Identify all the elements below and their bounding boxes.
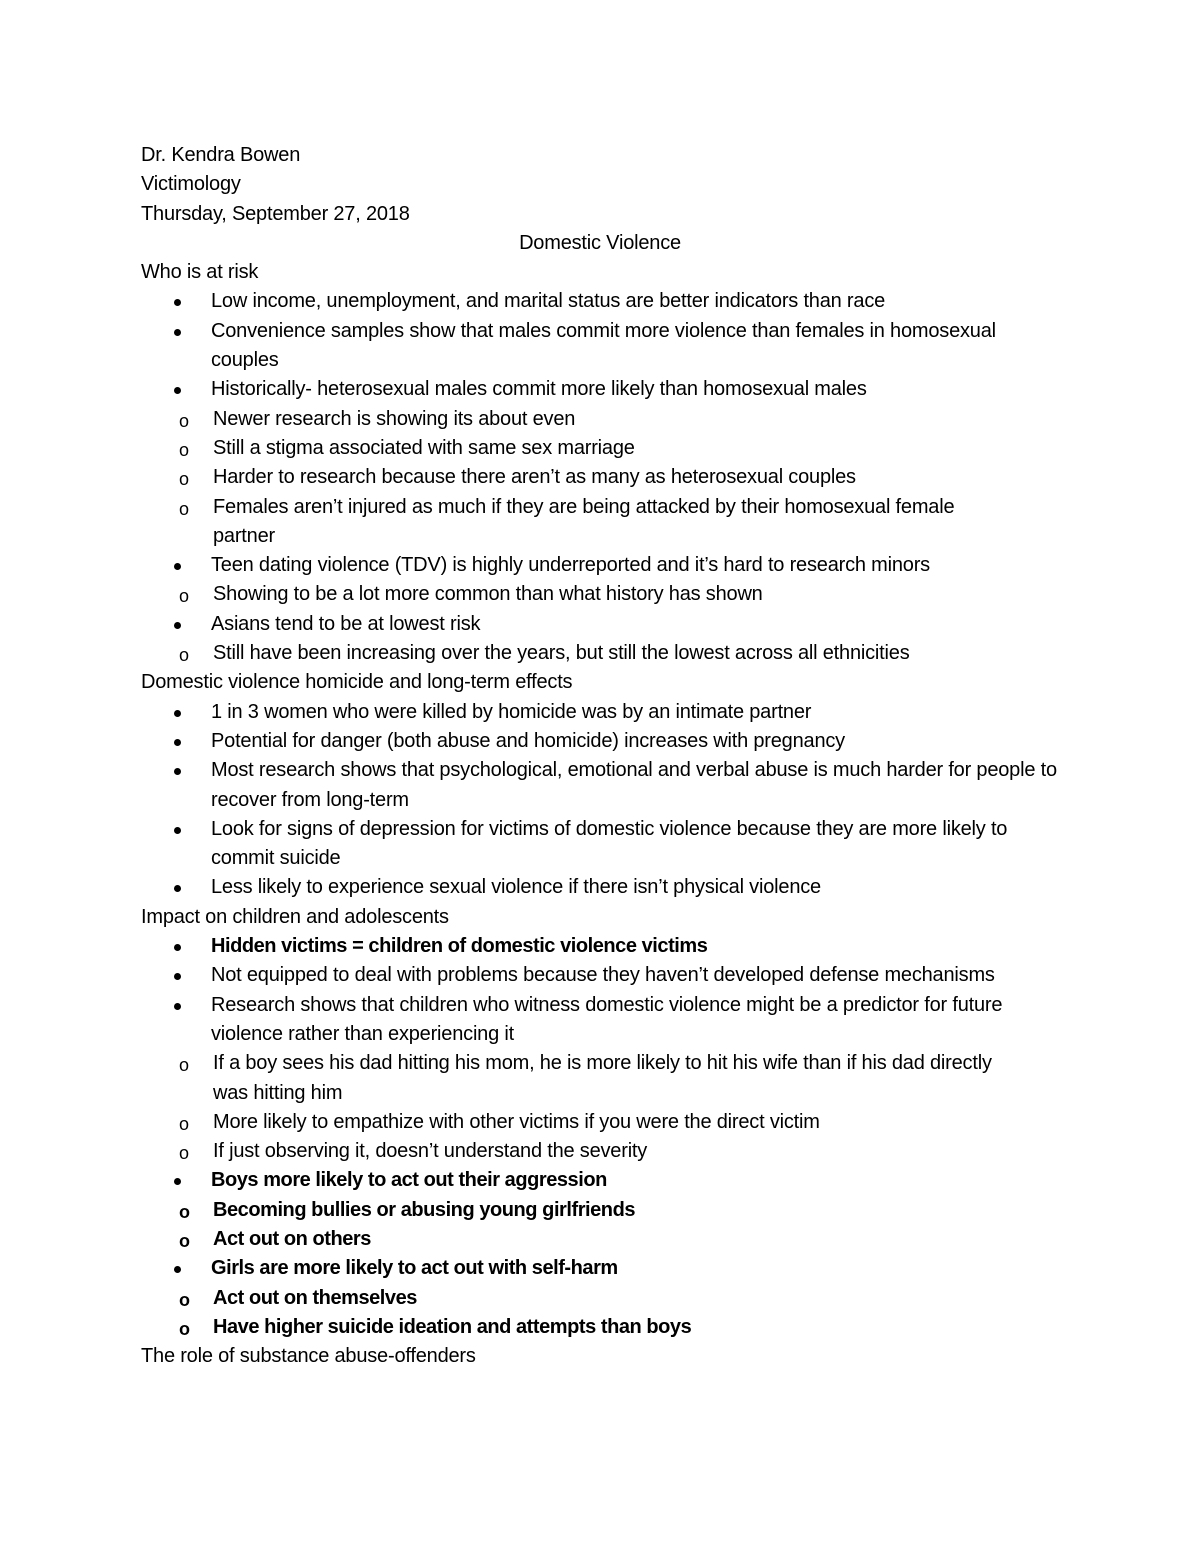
sub-list-item — [141, 493, 993, 552]
sub-list-item-text: Still a stigma associated with same sex marriage — [213, 436, 635, 459]
sub-bullet-list — [141, 1284, 991, 1343]
open-circle-icon: o — [179, 498, 189, 519]
open-circle-icon: o — [179, 1055, 189, 1076]
notes-sections — [141, 258, 1061, 1371]
list-item — [141, 815, 1061, 874]
list-item-text: Boys more likely to act out their aggression — [211, 1169, 607, 1192]
sub-list-item-text: Becoming bullies or abusing young girlfriends — [213, 1198, 636, 1221]
list-item-text: Research shows that children who witness domestic violence might be a predictor for future violence rather than experiencing it — [211, 993, 1003, 1045]
sub-list-item — [141, 580, 993, 609]
list-item-text: Look for signs of depression for victims of domestic violence because they are more likely to commit suicide — [211, 817, 1008, 870]
open-circle-icon: o — [179, 1113, 189, 1134]
open-circle-icon: o — [179, 1201, 190, 1222]
sub-list-item-text: Newer research is showing its about even — [213, 407, 576, 430]
bullet-dot-icon — [174, 563, 181, 570]
sub-list-item-text: Act out on themselves — [213, 1286, 417, 1309]
list-item-text: Girls are more likely to act out with self-harm — [211, 1257, 618, 1280]
sub-bullet-list — [141, 639, 991, 668]
list-item-text: Teen dating violence (TDV) is highly underreported and it’s hard to research minors — [211, 554, 930, 577]
list-item-text: Less likely to experience sexual violence if there isn’t physical violence — [211, 876, 821, 899]
lecture-date: Thursday, September 27, 2018 — [141, 202, 410, 225]
sub-list-item-text: Still have been increasing over the years, but still the lowest across all ethnicities — [213, 642, 910, 665]
sub-bullet-list — [141, 580, 991, 609]
list-item — [141, 961, 1061, 990]
bullet-list — [141, 698, 1061, 903]
sub-list-item — [141, 1284, 993, 1313]
sub-list-item — [141, 1196, 993, 1225]
bullet-dot-icon — [174, 1178, 181, 1185]
course-name: Victimology — [141, 173, 241, 196]
bullet-dot-icon — [174, 710, 181, 717]
sub-list-item-text: If just observing it, doesn’t understand the severity — [213, 1140, 648, 1163]
open-circle-icon: o — [179, 1143, 189, 1164]
sub-list-item-text: Act out on others — [213, 1227, 371, 1250]
open-circle-icon: o — [179, 645, 189, 666]
sub-list-item — [141, 1313, 993, 1342]
sub-list-item — [141, 1137, 993, 1166]
bullet-dot-icon — [174, 827, 181, 834]
sub-list-item — [141, 639, 993, 668]
document-title: Domestic Violence — [519, 231, 681, 254]
list-item — [141, 873, 1061, 902]
bullet-dot-icon — [174, 973, 181, 980]
sub-list-item-text: Have higher suicide ideation and attempts than boys — [213, 1315, 692, 1338]
list-item — [141, 610, 1061, 669]
list-item-text: Potential for danger (both abuse and homicide) increases with pregnancy — [211, 729, 845, 752]
open-circle-icon: o — [179, 410, 189, 431]
document-body — [141, 141, 1061, 1371]
author-name: Dr. Kendra Bowen — [141, 144, 301, 166]
open-circle-icon: o — [179, 469, 189, 490]
bullet-dot-icon — [174, 299, 181, 306]
list-item — [141, 727, 1061, 756]
list-item-text: Convenience samples show that males commit more violence than females in homosexual couples — [211, 319, 996, 372]
list-item — [141, 551, 1061, 610]
list-item — [141, 375, 1061, 551]
list-item — [141, 698, 1061, 727]
sub-list-item — [141, 1049, 993, 1108]
sub-list-item-text: More likely to empathize with other victims if you were the direct victim — [213, 1110, 820, 1133]
sub-bullet-list — [141, 1196, 991, 1255]
list-item-text: Hidden victims = children of domestic violence victims — [211, 935, 708, 958]
list-item — [141, 287, 1061, 316]
open-circle-icon: o — [179, 1289, 190, 1310]
sub-list-item — [141, 405, 993, 434]
sub-list-item — [141, 463, 993, 492]
section-heading: Impact on children and adolescents — [141, 905, 449, 928]
bullet-dot-icon — [174, 885, 181, 892]
bullet-dot-icon — [174, 387, 181, 394]
list-item — [141, 756, 1061, 815]
bullet-dot-icon — [174, 1266, 181, 1273]
open-circle-icon: o — [179, 586, 189, 607]
list-item — [141, 317, 1061, 376]
section-heading: Domestic violence homicide and long-term effects — [141, 671, 573, 694]
bullet-dot-icon — [174, 329, 181, 336]
list-item — [141, 991, 1061, 1167]
bullet-dot-icon — [174, 944, 181, 951]
bullet-dot-icon — [174, 1003, 181, 1010]
sub-list-item-text: Harder to research because there aren’t as many as heterosexual couples — [213, 466, 856, 489]
list-item-text: Historically- heterosexual males commit more likely than homosexual males — [211, 378, 867, 401]
sub-list-item — [141, 434, 993, 463]
sub-list-item — [141, 1108, 993, 1137]
bullet-list — [141, 287, 1061, 668]
open-circle-icon: o — [179, 439, 189, 460]
list-item-text: Not equipped to deal with problems because they haven’t developed defense mechanisms — [211, 964, 995, 987]
section-heading: Who is at risk — [141, 261, 259, 284]
sub-bullet-list — [141, 405, 991, 551]
section-heading: The role of substance abuse-offenders — [141, 1345, 476, 1368]
list-item — [141, 1166, 1061, 1254]
sub-bullet-list — [141, 1049, 991, 1166]
sub-list-item-text: Showing to be a lot more common than what history has shown — [213, 583, 763, 606]
open-circle-icon: o — [179, 1318, 190, 1339]
list-item-text: 1 in 3 women who were killed by homicide was by an intimate partner — [211, 700, 812, 723]
bullet-dot-icon — [174, 622, 181, 629]
bullet-dot-icon — [174, 768, 181, 775]
bullet-list — [141, 932, 1061, 1342]
list-item-text: Asians tend to be at lowest risk — [211, 612, 481, 635]
list-item — [141, 932, 1061, 961]
bullet-dot-icon — [174, 739, 181, 746]
sub-list-item-text: If a boy sees his dad hitting his mom, he is more likely to hit his wife than if his dad directly was hitting him — [213, 1052, 992, 1104]
open-circle-icon: o — [179, 1230, 190, 1251]
sub-list-item — [141, 1225, 993, 1254]
list-item-text: Most research shows that psychological, emotional and verbal abuse is much harder for people to recover from long-term — [211, 759, 1057, 811]
list-item-text: Low income, unemployment, and marital status are better indicators than race — [211, 290, 886, 313]
list-item — [141, 1254, 1061, 1342]
sub-list-item-text: Females aren’t injured as much if they are being attacked by their homosexual female partner — [213, 495, 955, 547]
